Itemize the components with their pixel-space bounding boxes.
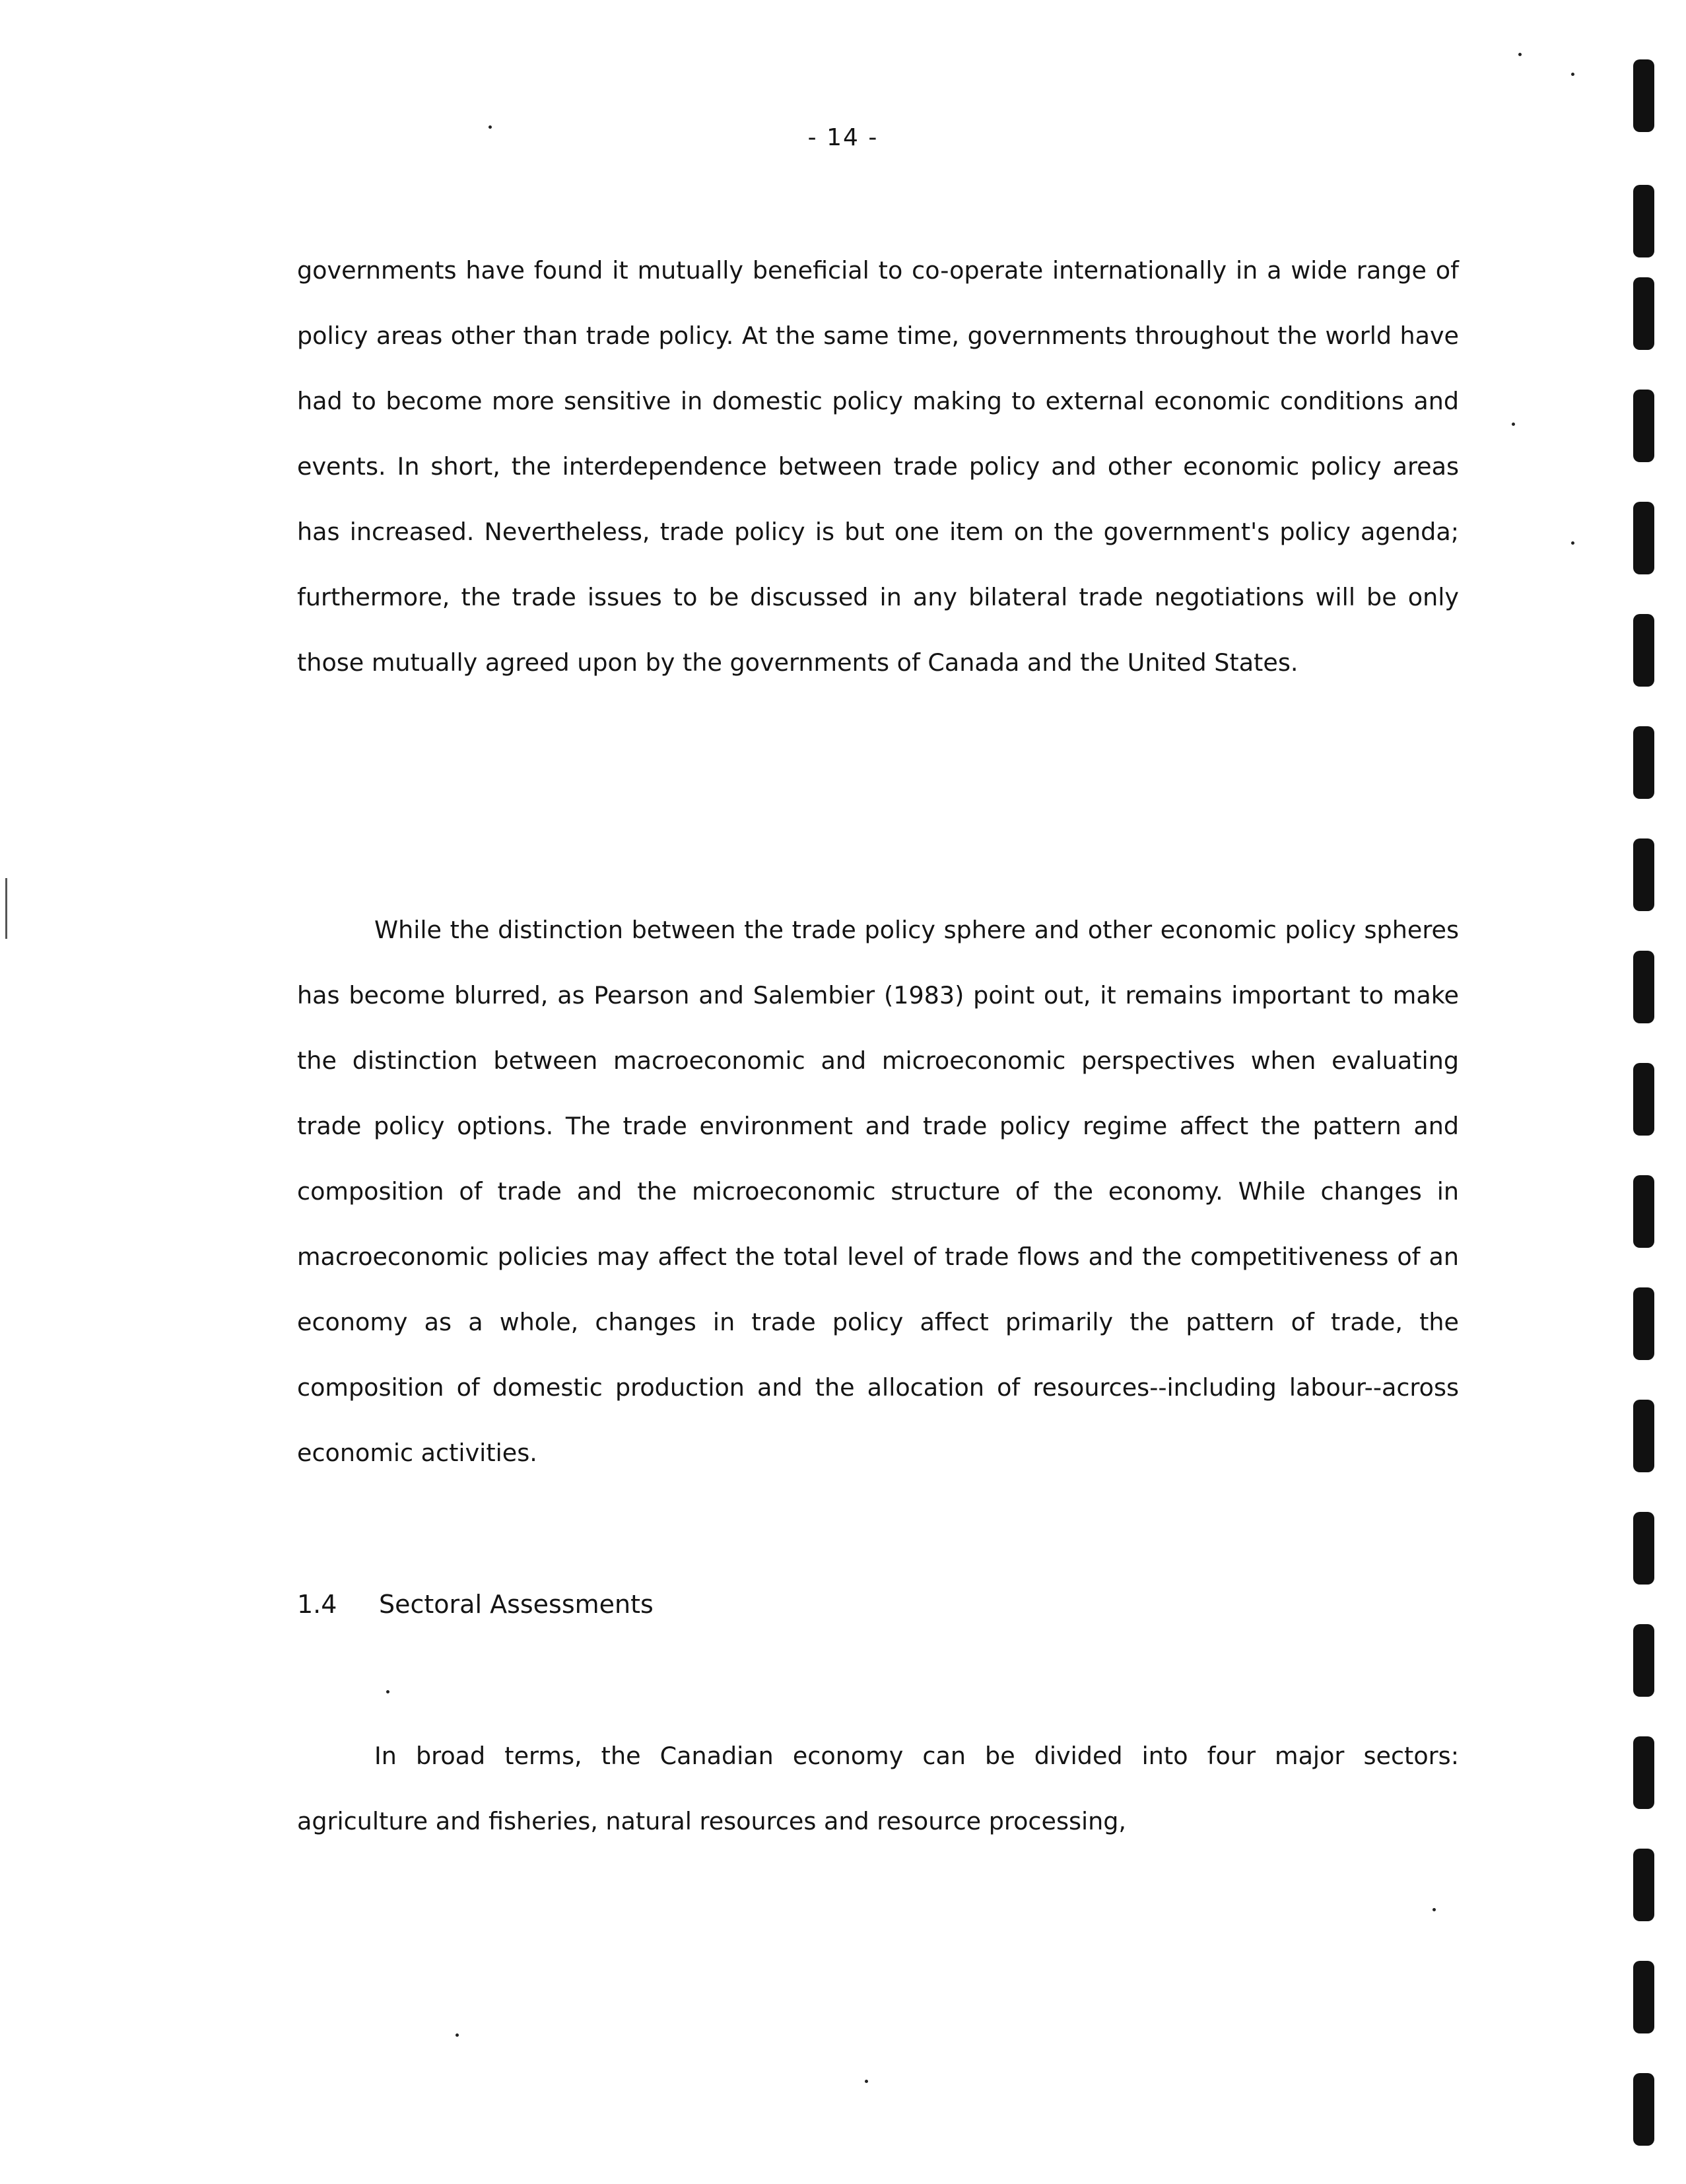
paragraph-broad-terms: In broad terms, the Canadian economy can be divided into four major sectors: agriculture and fisheries, natural resources and resource processing, <box>297 1742 1459 1835</box>
binder-hole <box>1633 59 1654 132</box>
section-title: Sectoral Assessments <box>379 1590 654 1619</box>
scan-speck <box>386 1690 389 1693</box>
scan-speck <box>865 2080 868 2083</box>
binder-hole <box>1633 502 1654 574</box>
binder-hole <box>1633 1175 1654 1248</box>
binder-hole <box>1633 185 1654 257</box>
scan-speck <box>1571 73 1574 76</box>
paragraph-distinction: While the distinction between the trade policy sphere and other economic policy spheres has become blurred, as Pearson and Salembier (1983) point out, it remains important to make the distinction between macroeconomic and microeconomic perspectives when evaluating trade policy options. The trade environment and trade policy regime affect the pattern and composition of trade and the microeconomic structure of the economy. While changes in macroeconomic policies may affect the total level of trade flows and the competitiveness of an economy as a whole, changes in trade policy affect primarily the pattern of trade, the composition of domestic production and the allocation of resources--including labour--across economic activities. <box>297 916 1459 1467</box>
scan-speck <box>1518 53 1522 56</box>
binder-hole <box>1633 1287 1654 1360</box>
binder-hole <box>1633 390 1654 462</box>
binder-hole <box>1633 1624 1654 1697</box>
scan-speck <box>489 125 492 129</box>
binder-hole <box>1633 1736 1654 1809</box>
binder-edge <box>1627 59 1666 2184</box>
scan-speck <box>1571 541 1574 545</box>
scan-speck <box>1512 423 1515 426</box>
binder-hole <box>1633 951 1654 1023</box>
binder-hole <box>1633 726 1654 799</box>
binder-hole <box>1633 1512 1654 1585</box>
section-number: 1.4 <box>297 1590 337 1619</box>
scan-margin-line <box>5 878 7 939</box>
page-number: - 14 - <box>807 124 879 151</box>
binder-hole <box>1633 1849 1654 1921</box>
binder-hole <box>1633 1961 1654 2033</box>
binder-hole <box>1633 2073 1654 2146</box>
scan-speck <box>455 2033 459 2037</box>
binder-hole <box>1633 838 1654 911</box>
binder-hole <box>1633 1063 1654 1136</box>
section-heading <box>297 1590 654 1619</box>
paragraph-governments: governments have found it mutually beneficial to co-operate internationally in a wide range of policy areas other than trade policy. At the same time, governments throughout the world have had to become more sensitive in domestic policy making to external economic conditions and events. In short, the interdependence between trade policy and other economic policy areas has increased. Nevertheless, trade policy is but one item on the government's policy agenda; furthermore, the trade issues to be discussed in any bilateral trade negotiations will be only those mutually agreed upon by the governments of Canada and the United States. <box>297 256 1459 677</box>
binder-hole <box>1633 277 1654 350</box>
binder-hole <box>1633 1400 1654 1472</box>
scan-speck <box>1433 1908 1436 1911</box>
binder-hole <box>1633 614 1654 687</box>
